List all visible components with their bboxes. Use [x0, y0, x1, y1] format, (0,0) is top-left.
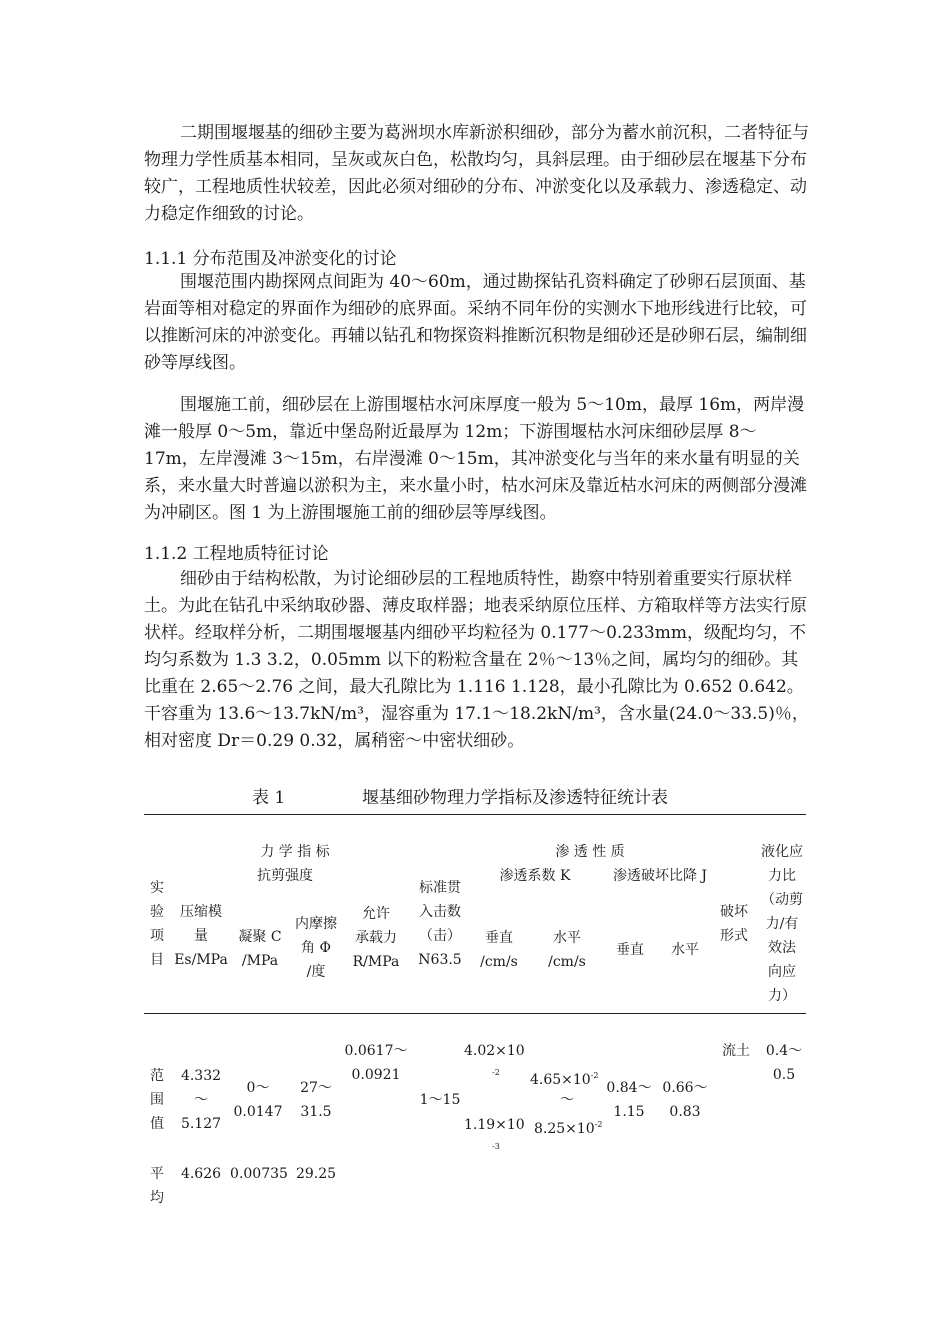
row-average-compress: 4.626 [180, 1166, 222, 1182]
row-range-perm-v-max: 1.19×10 [464, 1117, 525, 1133]
cell-line: 0.0147 [233, 1104, 283, 1120]
row-range-perm-h-max [534, 1113, 603, 1141]
intro-paragraph: 二期围堰堰基的细砂主要为葛洲坝水库新淤积细砂，部分为蓄水前沉积，二者特征与物理力学性质基本相同，呈灰或灰白色，松散均匀，具斜层理。由于细砂层在堰基下分布较广，工程地质性状较差，因此必须对细砂的分布、冲淤变化以及承载力、渗透稳定、动力稳定作细致的讨论。 [144, 123, 809, 224]
header-line: 标准贯 [419, 880, 461, 896]
cell-line: ～ [194, 1092, 208, 1108]
value-base: 4.65×10 [530, 1072, 591, 1088]
header-cohesion [232, 925, 288, 973]
row-range-grad-h [658, 1076, 712, 1124]
row-label-line: 平 [150, 1166, 164, 1182]
row-label-line: 均 [150, 1190, 164, 1206]
row-range-perm-h-tilde: ～ [560, 1092, 574, 1108]
header-line: /度 [306, 964, 326, 980]
header-line: /cm/s [480, 954, 518, 970]
header-shear-group: 抗剪强度 [257, 868, 313, 884]
header-permeability-vertical [468, 926, 530, 974]
row-range-bearing [340, 1039, 412, 1087]
header-item [144, 876, 170, 972]
row-range-label [144, 1064, 170, 1136]
header-bearing-capacity [344, 902, 408, 974]
row-range-perm-v-max-exp: -3 [492, 1142, 500, 1151]
thickness-paragraph: 围堰施工前，细砂层在上游围堰枯水河床厚度一般为 5～10m，最厚 16m，两岸漫滩一般厚 0～5m，靠近中堡岛附近最厚为 12m；下游围堰枯水河床细砂层厚 8～17m，左岸漫滩 3～15m，右岸漫滩 0～15m，其冲淤变化与当年的来水量有明显的关系，来水量大时普遍以淤积为主，来水量小时，枯水河床及靠近枯水河床的两侧部分漫滩为冲刷区。图 1 为上游围堰施工前的细砂层等厚线图。 [144, 395, 807, 523]
row-label-line: 值 [150, 1116, 164, 1132]
header-permeability-horizontal [534, 926, 600, 974]
table-number: 表 1 [252, 788, 286, 808]
value-exponent: -2 [590, 1071, 599, 1080]
row-range-cohesion [230, 1076, 286, 1124]
cell-line: 31.5 [300, 1104, 332, 1120]
section-heading-distribution: 1.1.1 分布范围及冲淤变化的讨论 [144, 249, 397, 269]
row-range-perm-v-min: 4.02×10 [464, 1043, 525, 1059]
header-line: 角 Φ [301, 940, 331, 956]
header-line: N63.5 [418, 952, 462, 968]
header-line: 承载力 [355, 930, 397, 946]
distribution-paragraph: 围堰范围内勘探网点间距为 40～60m，通过勘探钻孔资料确定了砂卵石层顶面、基岩面等相对稳定的界面作为细砂的底界面。采纳不同年份的实测水下地形线进行比较，可以推断河床的冲淤变化。再辅以钻孔和物探资料推断沉积物是细砂还是砂卵石层，编制细砂等厚线图。 [144, 272, 807, 373]
row-range-friction [288, 1076, 344, 1124]
header-line: /MPa [241, 953, 279, 969]
cell-line: 0.5 [772, 1067, 796, 1083]
cell-line: 0.0921 [351, 1067, 401, 1083]
row-range-compress [170, 1064, 232, 1136]
header-line: 形式 [720, 928, 748, 944]
cell-line: 0.66～ [662, 1080, 708, 1096]
cell-line: 0.4～ [765, 1043, 803, 1059]
row-average-cohesion: 0.00735 [230, 1166, 288, 1182]
header-seepage-group: 渗 透 性 质 [555, 844, 625, 860]
row-average-friction: 29.25 [295, 1166, 337, 1182]
table-top-rule [144, 814, 806, 815]
header-item-line: 项 [150, 928, 164, 944]
row-range-liquefaction [756, 1039, 812, 1087]
header-line: 向应 [768, 964, 796, 980]
cell-line: 4.332 [180, 1068, 222, 1084]
header-line: 力） [768, 988, 796, 1004]
header-line: 力/有 [765, 916, 799, 932]
header-failure-mode [712, 900, 756, 948]
header-permeability-group: 渗透系数 K [499, 868, 571, 884]
header-gradient-group: 渗透破坏比降 J [612, 868, 708, 884]
row-range-failure: 流土 [722, 1043, 750, 1059]
header-line: Es/MPa [174, 952, 228, 968]
geology-paragraph: 细砂由于结构松散，为讨论细砂层的工程地质特性，勘察中特别着重要实行原状样土。为此在钻孔中采纳取砂器、薄皮取样器；地表采纳原位压样、方箱取样等方法实行原状样。经取样分析，二期围堰堰基内细砂平均粒径为 0.177～0.233mm，级配均匀，不均匀系数为 1.3 3.2，0.05mm 以下的粉粒含量在 2％～13％之间，属均匀的细砂。其比重在 2.65～2.76 之间，最大孔隙比为 1.116 1.128，最小孔隙比为 0.652 0.642。干容重为 13.6～13.7kN/m³，湿容重为 17.1～18.2kN/m³，含水量(24.0～33.5)％，相对密度 Dr＝0.29 0.32，属稍密～中密状细砂。 [144, 569, 809, 751]
header-line: 液化应 [761, 844, 803, 860]
header-spt-blows [408, 876, 472, 972]
row-range-perm-v-min-exp: -2 [492, 1068, 500, 1077]
header-line: 量 [194, 928, 208, 944]
cell-line: 27～ [300, 1080, 332, 1096]
header-line: 入击数 [419, 904, 461, 920]
header-item-line: 验 [150, 904, 164, 920]
cell-line: 0.84～ [606, 1080, 652, 1096]
header-line: 垂直 [485, 930, 513, 946]
cell-line: 0～ [246, 1080, 270, 1096]
row-range-grad-v [602, 1076, 656, 1124]
header-item-line: 实 [150, 880, 164, 896]
header-line: （击） [419, 928, 461, 944]
cell-line: 0.83 [669, 1104, 701, 1120]
header-mechanics-group: 力 学 指 标 [260, 844, 330, 860]
row-average-label [144, 1162, 170, 1210]
table-header-rule [144, 1013, 806, 1014]
header-friction-angle [288, 912, 344, 984]
header-line: 凝聚 C [238, 929, 282, 945]
header-item-line: 目 [150, 952, 164, 968]
header-line: 破坏 [720, 904, 748, 920]
row-label-line: 范 [150, 1068, 164, 1084]
header-line: R/MPa [352, 954, 400, 970]
cell-line: 5.127 [180, 1116, 222, 1132]
row-range-spt: 1～15 [419, 1092, 461, 1108]
table-title: 堰基细砂物理力学指标及渗透特征统计表 [362, 788, 668, 808]
value-exponent: -2 [594, 1120, 603, 1129]
header-line: 水平 [553, 930, 581, 946]
header-line: 力比 [768, 868, 796, 884]
header-line: 内摩擦 [295, 916, 337, 932]
header-line: /cm/s [548, 954, 586, 970]
header-gradient-horizontal: 水平 [671, 942, 699, 958]
header-line: （动剪 [761, 892, 803, 908]
header-liquefaction-ratio [754, 840, 810, 1008]
row-label-line: 围 [150, 1092, 164, 1108]
header-line: 压缩模 [180, 904, 222, 920]
header-line: 允许 [362, 906, 390, 922]
header-gradient-vertical: 垂直 [616, 942, 644, 958]
value-base: 8.25×10 [534, 1121, 595, 1137]
header-line: 效法 [768, 940, 796, 956]
cell-line: 1.15 [613, 1104, 645, 1120]
section-heading-geology: 1.1.2 工程地质特征讨论 [144, 544, 329, 564]
header-compress-modulus [170, 900, 232, 972]
cell-line: 0.0617～ [344, 1043, 408, 1059]
